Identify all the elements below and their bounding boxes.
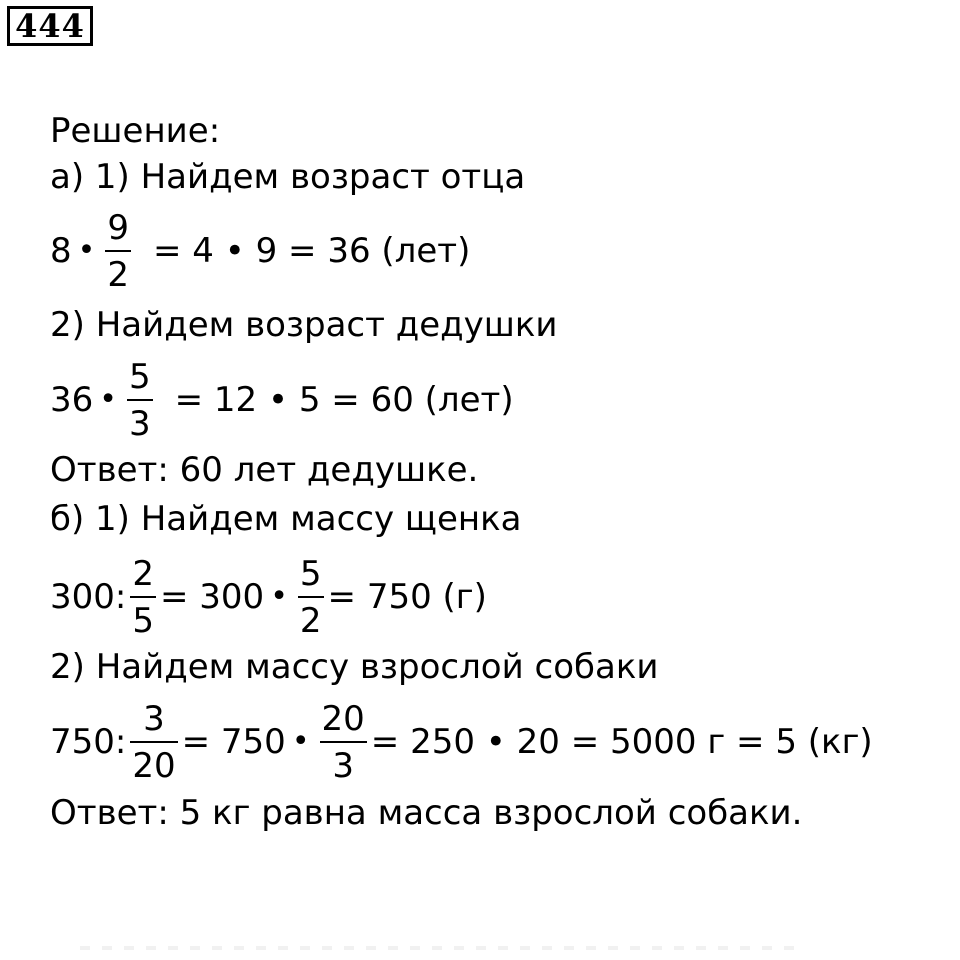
part-b-step2-label: 2) Найдем массу взрослой собаки [50,647,659,687]
eq-rest: = 4 • 9 = 36 (лет) [152,231,471,271]
fraction [298,553,324,641]
eq-middle: = 300 [160,577,265,617]
eq-middle: = 750 [181,722,286,762]
fraction-bar [298,596,324,598]
fraction-bar [127,399,153,401]
fraction [127,356,153,444]
problem-number: 444 [15,7,85,45]
multiply-dot: • [99,382,117,417]
eq-left-term: 36 [50,380,94,420]
fraction-denominator: 5 [132,600,154,641]
fraction-numerator: 2 [132,553,154,594]
eq-left-term: 750: [50,722,127,762]
fraction-numerator: 5 [299,553,322,594]
part-a-step2-label: 2) Найдем возраст дедушки [50,305,558,345]
eq-rest: = 750 (г) [327,577,487,617]
fraction-denominator: 2 [107,254,129,295]
fraction [130,698,177,786]
eq-left-term: 300: [50,577,127,617]
part-b-step1-label: б) 1) Найдем массу щенка [50,499,522,539]
fraction-numerator: 20 [321,698,365,739]
multiply-dot: • [77,233,96,268]
fraction-numerator: 5 [128,356,151,397]
part-a-equation-1 [50,203,470,299]
multiply-dot: • [270,579,288,614]
fraction-bar [320,741,367,743]
part-a-answer: Ответ: 60 лет дедушке. [50,450,479,490]
fraction-denominator: 2 [299,600,322,641]
part-b-equation-1 [50,549,487,645]
fraction-bar [105,250,131,252]
fraction [105,207,131,295]
eq-rest: = 250 • 20 = 5000 г = 5 (кг) [370,722,873,762]
multiply-dot: • [291,724,310,759]
fraction-denominator: 3 [128,403,151,444]
scan-artifact [80,946,800,950]
part-b-equation-2 [50,694,873,790]
fraction-bar [130,741,177,743]
part-a-equation-2 [50,352,514,448]
fraction-denominator: 20 [132,745,176,786]
fraction-numerator: 3 [143,698,165,739]
fraction [130,553,156,641]
problem-number-badge [7,6,93,46]
fraction [320,698,367,786]
part-b-answer: Ответ: 5 кг равна масса взрослой собаки. [50,793,803,833]
part-a-step1-label: а) 1) Найдем возраст отца [50,157,526,197]
solution-heading: Решение: [50,111,221,151]
fraction-bar [130,596,156,598]
eq-rest: = 12 • 5 = 60 (лет) [174,380,514,420]
eq-left-term: 8 [50,231,72,271]
fraction-denominator: 3 [332,745,354,786]
fraction-numerator: 9 [107,207,129,248]
